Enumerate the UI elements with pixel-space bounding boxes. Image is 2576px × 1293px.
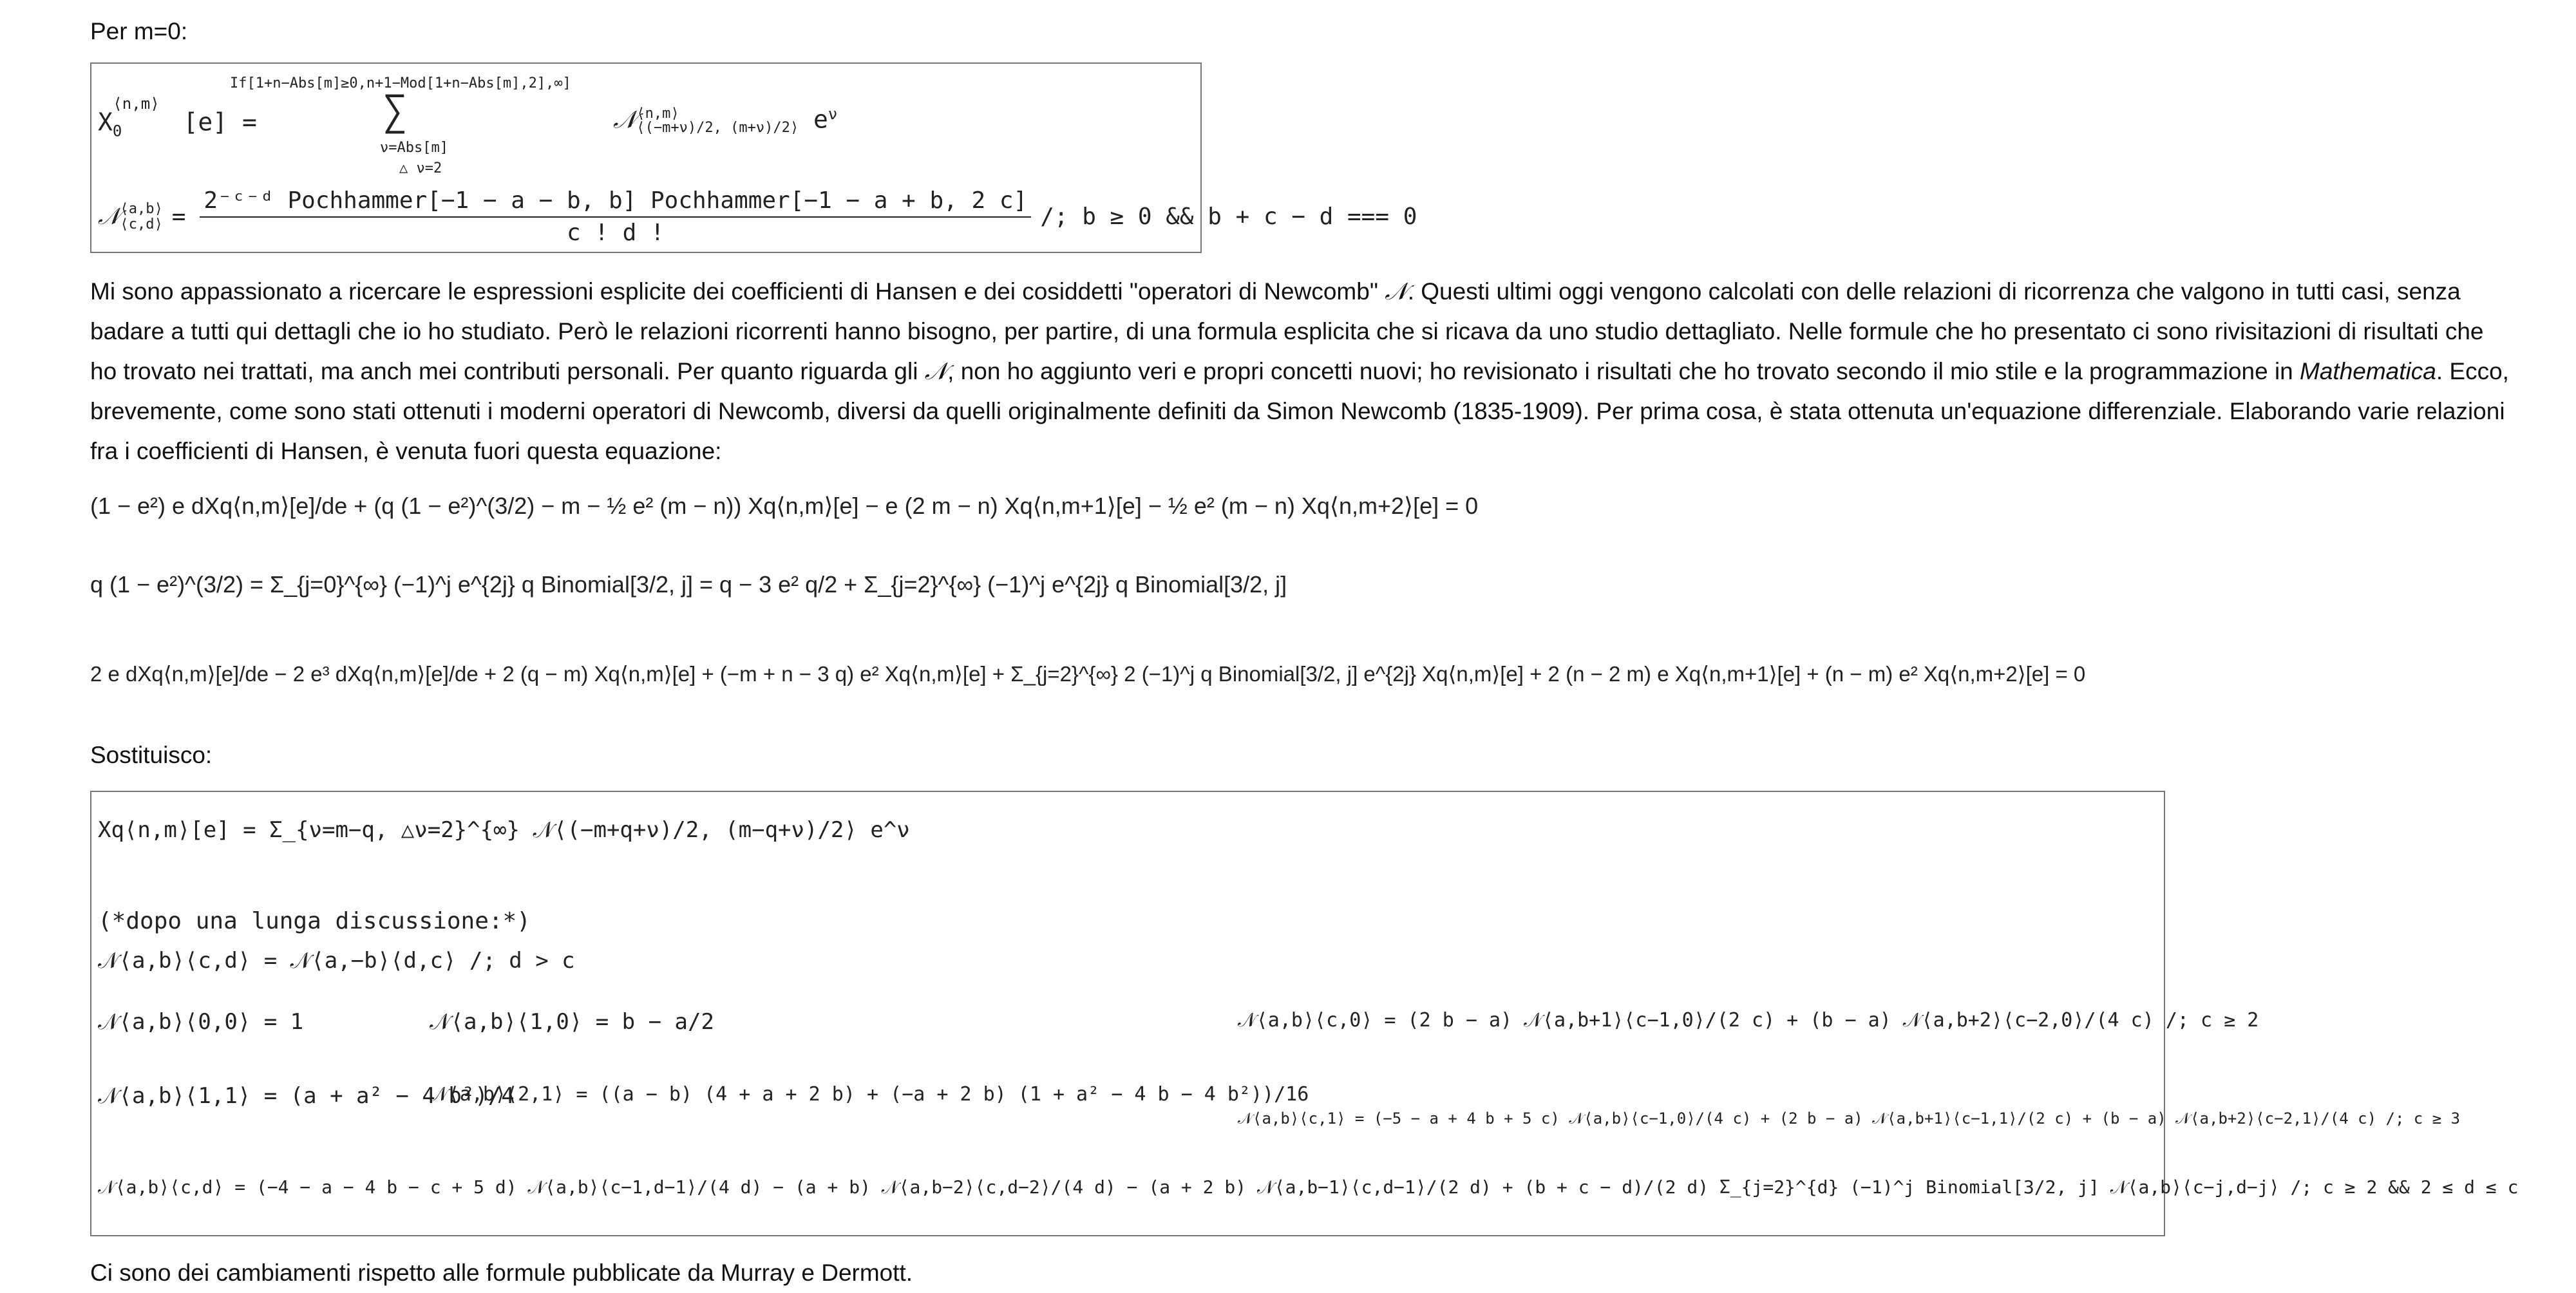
footer-note: Ci sono dei cambiamenti rispetto alle formule pubblicate da Murray e Dermott. [90, 1260, 913, 1286]
formula-box-hansen-m0 [90, 62, 1417, 253]
x-sub: 0 [112, 122, 122, 140]
discussion-comment: (*dopo una lunga discussione:*) [98, 908, 531, 934]
formula-box-recurrences [90, 791, 2519, 1236]
newcomb-explicit-formula [98, 189, 1417, 245]
para-part1: Mi sono appassionato a ricercare le espressioni esplicite dei coefficienti di Hansen e dei cosiddetti "operatori di Newcomb" [90, 278, 1385, 305]
exp-e: e [813, 105, 828, 134]
intro-paragraph [90, 272, 2512, 471]
newcomb-11: 𝒩⟨a,b⟩⟨1,1⟩ = (a + a² − 4 b²)/4 [98, 1083, 515, 1109]
symmetry-relation: 𝒩⟨a,b⟩⟨c,d⟩ = 𝒩⟨a,−b⟩⟨d,c⟩ /; d > c [98, 948, 575, 974]
newcomb-lhs-sub: ⟨c,d⟩ [120, 216, 163, 232]
exp-sup: ν [828, 105, 838, 123]
newcomb-symbol-inline: 𝒩 [1385, 278, 1408, 305]
x-sup: ⟨n,m⟩ [113, 95, 160, 113]
hansen-series-substitution: Xq⟨n,m⟩[e] = Σ_{ν=m−q, △ν=2}^{∞} 𝒩⟨(−m+q+ν)/2, (m−q+ν)/2⟩ e^ν [98, 817, 910, 843]
newcomb-symbol: 𝒩 [613, 105, 637, 134]
newcomb-c1-recurrence: 𝒩⟨a,b⟩⟨c,1⟩ = (−5 − a + 4 b + 5 c) 𝒩⟨a,b⟩⟨c−1,0⟩/(4 c) + (2 b − a) 𝒩⟨a,b+1⟩⟨c−1,1⟩/(2 c) + (b − a) 𝒩⟨a,b+2⟩⟨c−2,1⟩/(4 c) /; c ≥ 3 [1238, 1109, 2461, 1128]
differential-equation: (1 − e²) e dXq⟨n,m⟩[e]/de + (q (1 − e²)^(3/2) − m − ½ e² (m − n)) Xq⟨n,m⟩[e] − e (2 m − n) Xq⟨n,m+1⟩[e] − ½ e² (m − n) Xq⟨n,m+2⟩[e] = 0 [90, 493, 1479, 519]
para-part2: . Questi ultimi oggi vengono calcolati con delle relazioni di ricorrenza che valgono in tutti casi, senza badare a tutti qui dettagli che io ho studiato. Però le relazioni ricorrenti hanno bisogno, per partire, di una formula esplicita che si ricava da uno studio dettagliato. Nelle formule che ho presentato ci sono rivisitazioni di risultati che ho trovato nei trattati, ma anch mei contributi personali. Per quanto riguarda gli [90, 278, 2484, 384]
newcomb-condition: /; b ≥ 0 && b + c − d === 0 [1040, 203, 1417, 230]
expansion-equation: q (1 − e²)^(3/2) = Σ_{j=0}^{∞} (−1)^j e^{2j} q Binomial[3/2, j] = q − 3 e² q/2 + Σ_{j=2}^{∞} (−1)^j e^{2j} q Binomial[3/2, j] [90, 571, 1287, 598]
newcomb-10: 𝒩⟨a,b⟩⟨1,0⟩ = b − a/2 [430, 1009, 714, 1035]
heading-m0: Per m=0: [90, 18, 188, 44]
para-part3: , non ho aggiunto veri e propri concetti nuovi; ho revisionato i risultati che ho trovato secondo il mio stile e la programmazione in [947, 358, 2300, 384]
para-part4: . Ecco, brevemente, come sono stati ottenuti i moderni operatori di Newcomb, diversi da quelli originalmente definiti da Simon Newcomb (1835-1909). Per prima cosa, è stata ottenuta un'equazione differenziale. Elaborando varie relazioni fra i coefficienti di Hansen, è venuta fuori questa equazione: [90, 358, 2509, 464]
newcomb-21: 𝒩⟨a,b⟩⟨2,1⟩ = ((a − b) (4 + a + 2 b) + (−a + 2 b) (1 + a² − 4 b − 4 b²))/16 [430, 1083, 1309, 1106]
newcomb-cd-recurrence: 𝒩⟨a,b⟩⟨c,d⟩ = (−4 − a − 4 b − c + 5 d) 𝒩⟨a,b⟩⟨c−1,d−1⟩/(4 d) − (a + b) 𝒩⟨a,b−2⟩⟨c,d−2⟩/(4 d) − (a + 2 b) 𝒩⟨a,b−1⟩⟨c,d−1⟩/(2 d) + (b + c − d)/(2 d) Σ_{j=2}^{d} (−1)^j Binomial[3/2, j] 𝒩⟨a,b⟩⟨c−j,d−j⟩ /; c ≥ 2 && 2 ≤ d ≤ c [98, 1176, 2519, 1198]
mathematica-italic: Mathematica [2300, 358, 2436, 384]
hansen-m0-definition: $X_0^{⟨n,m⟩}$ [e] = If[1+n−Abs[m]≥0,n+1−Mod[1+n−Abs[m],2],∞] ∑ ν=Abs[m] △ ν=2 𝒩 ⟨n,m⟩ ⟨(−m+ν)/2, (m+ν)/2⟩ $e^\nu$ [98, 75, 838, 176]
newcomb-lhs-sup: ⟨a,b⟩ [120, 201, 163, 217]
newcomb-00: 𝒩⟨a,b⟩⟨0,0⟩ = 1 [98, 1009, 304, 1035]
newcomb-denominator: c ! d ! [566, 220, 665, 246]
heading-sostituisco: Sostituisco: [90, 742, 213, 768]
newcomb-symbol-inline-2: 𝒩 [924, 357, 948, 385]
newcomb-numerator: 2⁻ᶜ⁻ᵈ Pochhammer[−1 − a − b, b] Pochhammer[−1 − a + b, 2 c] [200, 189, 1031, 218]
newcomb-sub: ⟨(−m+ν)/2, (m+ν)/2⟩ [636, 120, 799, 137]
sum-sigma: ∑ [383, 88, 408, 135]
newcomb-c0-recurrence: 𝒩⟨a,b⟩⟨c,0⟩ = (2 b − a) 𝒩⟨a,b+1⟩⟨c−1,0⟩/(2 c) + (b − a) 𝒩⟨a,b+2⟩⟨c−2,0⟩/(4 c) /; c ≥ 2 [1238, 1009, 2259, 1032]
x-arg: [e] = [183, 108, 257, 137]
sum-lower-limit: ν=Abs[m] [380, 140, 448, 156]
newcomb-lhs: 𝒩 [98, 203, 120, 230]
expanded-differential-equation: 2 e dXq⟨n,m⟩[e]/de − 2 e³ dXq⟨n,m⟩[e]/de + 2 (q − m) Xq⟨n,m⟩[e] + (−m + n − 3 q) e² Xq⟨n,m⟩[e] + Σ_{j=2}^{∞} 2 (−1)^j q Binomial[3/2, j] e^{2j} Xq⟨n,m⟩[e] + 2 (n − 2 m) e Xq⟨n,m+1⟩[e] + (n − m) e² Xq⟨n,m+2⟩[e] = 0 [90, 662, 2086, 686]
x-symbol: X [98, 108, 113, 137]
sum-upper-limit: If[1+n−Abs[m]≥0,n+1−Mod[1+n−Abs[m],2],∞] [230, 75, 571, 91]
sum-step: △ ν=2 [399, 160, 442, 176]
equals: = [171, 203, 186, 230]
